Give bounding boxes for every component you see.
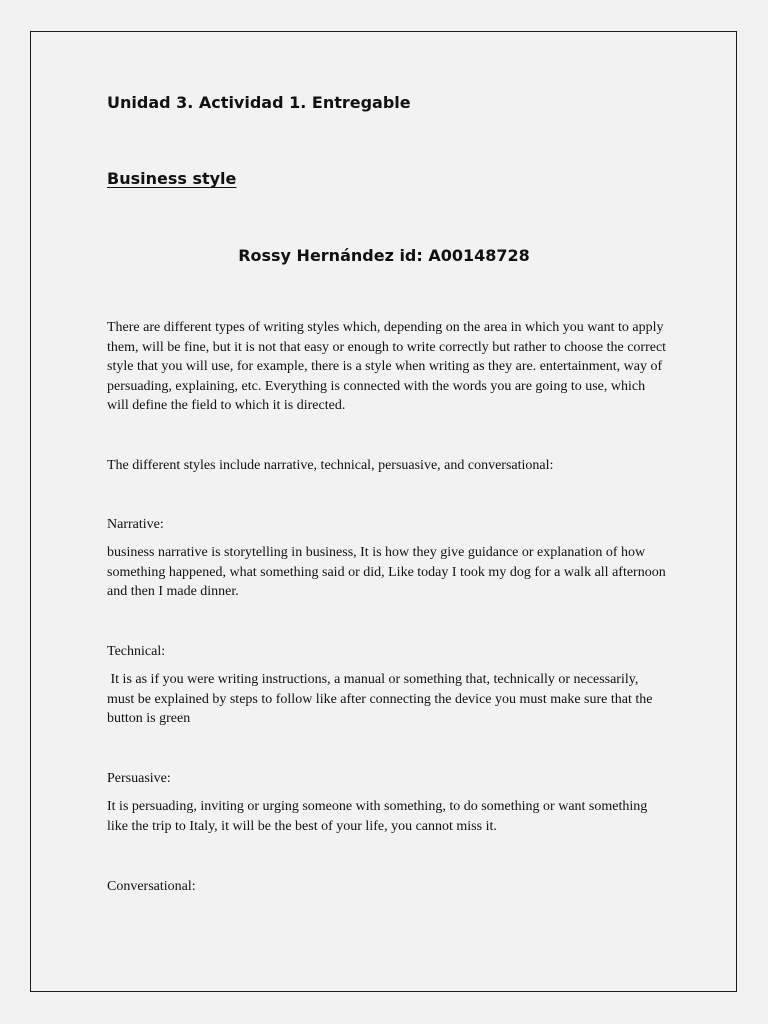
narrative-label: Narrative: bbox=[107, 517, 164, 532]
narrative-paragraph: business narrative is storytelling in business, It is how they give guidance or explanation of how something happened, what something said or did, Like today I took my dog for a walk all afternoon and then I made dinner. bbox=[107, 545, 666, 599]
intro-paragraph: There are different types of writing styles which, depending on the area in which you want to apply them, will be fine, but it is not that easy or enough to write correctly but rather to choose the correct style that you will use, for example, there is a style when writing as they are. entertainment, way of persuading, explaining, etc. Everything is connected with the words you are going to use, which will define the field to which it is directed. bbox=[107, 320, 667, 413]
conversational-label: Conversational: bbox=[107, 879, 196, 894]
persuasive-paragraph: It is persuading, inviting or urging someone with something, to do something or want something like the trip to Italy, it will be the best of your life, you cannot miss it. bbox=[107, 799, 648, 834]
section-title: Business style bbox=[107, 169, 237, 188]
unit-title: Unidad 3. Actividad 1. Entregable bbox=[107, 93, 411, 112]
styles-paragraph: The different styles include narrative, technical, persuasive, and conversational: bbox=[107, 458, 554, 473]
technical-label: Technical: bbox=[107, 644, 166, 659]
persuasive-label: Persuasive: bbox=[107, 771, 171, 786]
technical-paragraph: It is as if you were writing instructions, a manual or something that, technically or necessarily, must be explained by steps to follow like after connecting the device you must make sure that the button is green bbox=[107, 672, 656, 726]
author-line: Rossy Hernández id: A00148728 bbox=[238, 246, 530, 265]
